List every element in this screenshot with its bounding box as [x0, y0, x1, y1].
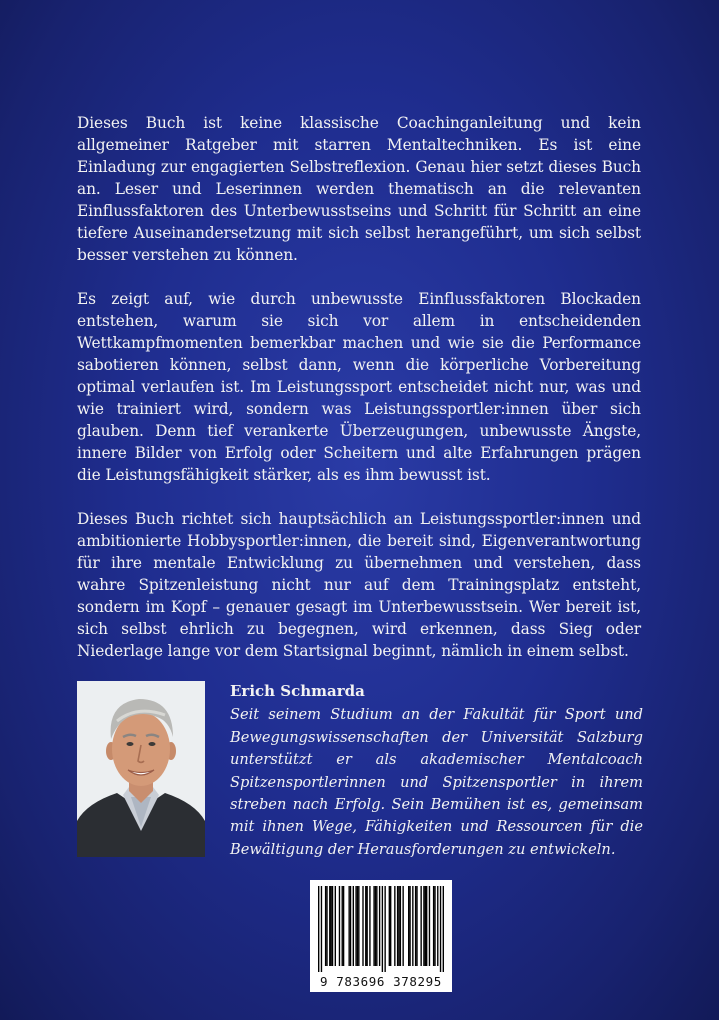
barcode-bar: [362, 886, 363, 966]
barcode-bar: [426, 886, 427, 966]
barcode-bar: [397, 886, 398, 966]
author-section: [77, 680, 643, 860]
isbn-barcode: [310, 880, 452, 992]
barcode-bar: [376, 886, 377, 966]
barcode-bar: [321, 886, 322, 972]
barcode-bar: [366, 886, 367, 966]
barcode-bar: [434, 886, 435, 966]
blurb-paragraph-3: Dieses Buch richtet sich hauptsächlich an Leistungssportler:innen und ambitionierte Hobbysportler:innen, die bereit sind, Eigenverantwortung für ihre mentale Entwicklung zu übernehmen und verstehen, dass wahre Spitzenleistung nicht nur auf dem Trainingsplatz entsteht, sondern im Kopf – genauer gesagt im Unterbewusstsein. Wer bereit ist, sich selbst ehrlich zu begegnen, wird erkennen, dass Sieg oder Niederlage lange vor dem Startsignal beginnt, nämlich in einem selbst.: [77, 510, 641, 660]
barcode-bar: [353, 886, 354, 966]
barcode-bar: [325, 886, 326, 966]
blurb-text: [77, 112, 641, 684]
barcode-bar: [389, 886, 390, 966]
barcode-bar: [330, 886, 331, 966]
barcode-bar: [384, 886, 385, 972]
author-photo: [77, 681, 205, 857]
barcode-bar: [379, 886, 380, 966]
barcode-bar: [416, 886, 417, 966]
barcode-bar: [420, 886, 421, 966]
barcode-bar: [326, 886, 327, 966]
barcode-bar: [355, 886, 356, 966]
barcode-bar: [335, 886, 336, 966]
barcode-bar: [402, 886, 403, 966]
barcode-bar: [440, 886, 441, 972]
barcode-bar: [409, 886, 410, 966]
barcode-bar: [342, 886, 343, 966]
barcode-bar: [382, 886, 383, 972]
barcode-bar: [415, 886, 416, 966]
barcode-bar: [332, 886, 333, 966]
author-bio: [230, 680, 643, 861]
author-name: Erich Schmarda: [230, 682, 365, 700]
blurb-paragraph-1: Dieses Buch ist keine klassische Coachinganleitung und kein allgemeiner Ratgeber mit starren Mentaltechniken. Es ist eine Einladung zur engagierten Selbstreflexion. Genau hier setzt dieses Buch an. Leser und Leserinnen werden thematisch an die relevanten Einflussfaktoren des Unterbewusstseins und Schritt für Schritt an eine tiefere Auseinandersetzung mit sich selbst herangeführt, um sich selbst besser verstehen zu können.: [77, 114, 641, 264]
barcode-bar: [429, 886, 430, 966]
author-bio-text: Seit seinem Studium an der Fakultät für Sport und Bewegungswissenschaften der Universität Salzburg unterstützt er als akademischer Mentalcoach Spitzensportlerinnen und Spitzensportler in ihrem streben nach Erfolg. Sein Bemühen ist es, gemeinsam mit ihnen Wege, Fähigkeiten und Ressourcen für die Bewältigung der Herausforderungen zu entwickeln.: [230, 706, 643, 858]
barcode-bar: [369, 886, 370, 966]
barcode-bar: [433, 886, 434, 966]
barcode-bar: [358, 886, 359, 966]
barcode-bar: [348, 886, 349, 966]
blurb-paragraph-2: Es zeigt auf, wie durch unbewusste Einflussfaktoren Blockaden entstehen, warum sie sich vor allem in entscheidenden Wettkampfmomenten bemerkbar machen und wie sie die Performance sabotieren können, selbst dann, wenn die körperliche Vorbereitung optimal verlaufen ist. Im Leistungssport entscheidet nicht nur, was und wie trainiert wird, sondern was Leistungssportler:innen über sich glauben. Denn tief verankerte Überzeugungen, unbewusste Ängste, innere Bilder von Erfolg oder Scheitern und alte Erfahrungen prägen die Leistungsfähigkeit stärker, als es ihm bewusst ist.: [77, 290, 641, 484]
barcode-bars: [318, 886, 444, 972]
isbn-number: 9 783696 378295: [320, 974, 442, 989]
barcode-bar: [357, 886, 358, 966]
barcode-bar: [394, 886, 395, 966]
barcode-bar: [375, 886, 376, 966]
barcode-bar: [339, 886, 340, 966]
barcode-bar: [408, 886, 409, 966]
barcode-bar: [412, 886, 413, 966]
barcode-bar: [400, 886, 401, 966]
barcode-bar: [329, 886, 330, 966]
barcode-bar: [423, 886, 424, 966]
author-portrait-image: [77, 681, 205, 857]
barcode-bar: [390, 886, 391, 966]
barcode-bar: [437, 886, 438, 966]
barcode-bar: [398, 886, 399, 966]
barcode-bar: [365, 886, 366, 966]
barcode-bar: [343, 886, 344, 966]
barcode-bar: [373, 886, 374, 966]
barcode-bar: [443, 886, 444, 972]
barcode-bar: [350, 886, 351, 966]
barcode-bar: [318, 886, 319, 972]
barcode-bar: [425, 886, 426, 966]
